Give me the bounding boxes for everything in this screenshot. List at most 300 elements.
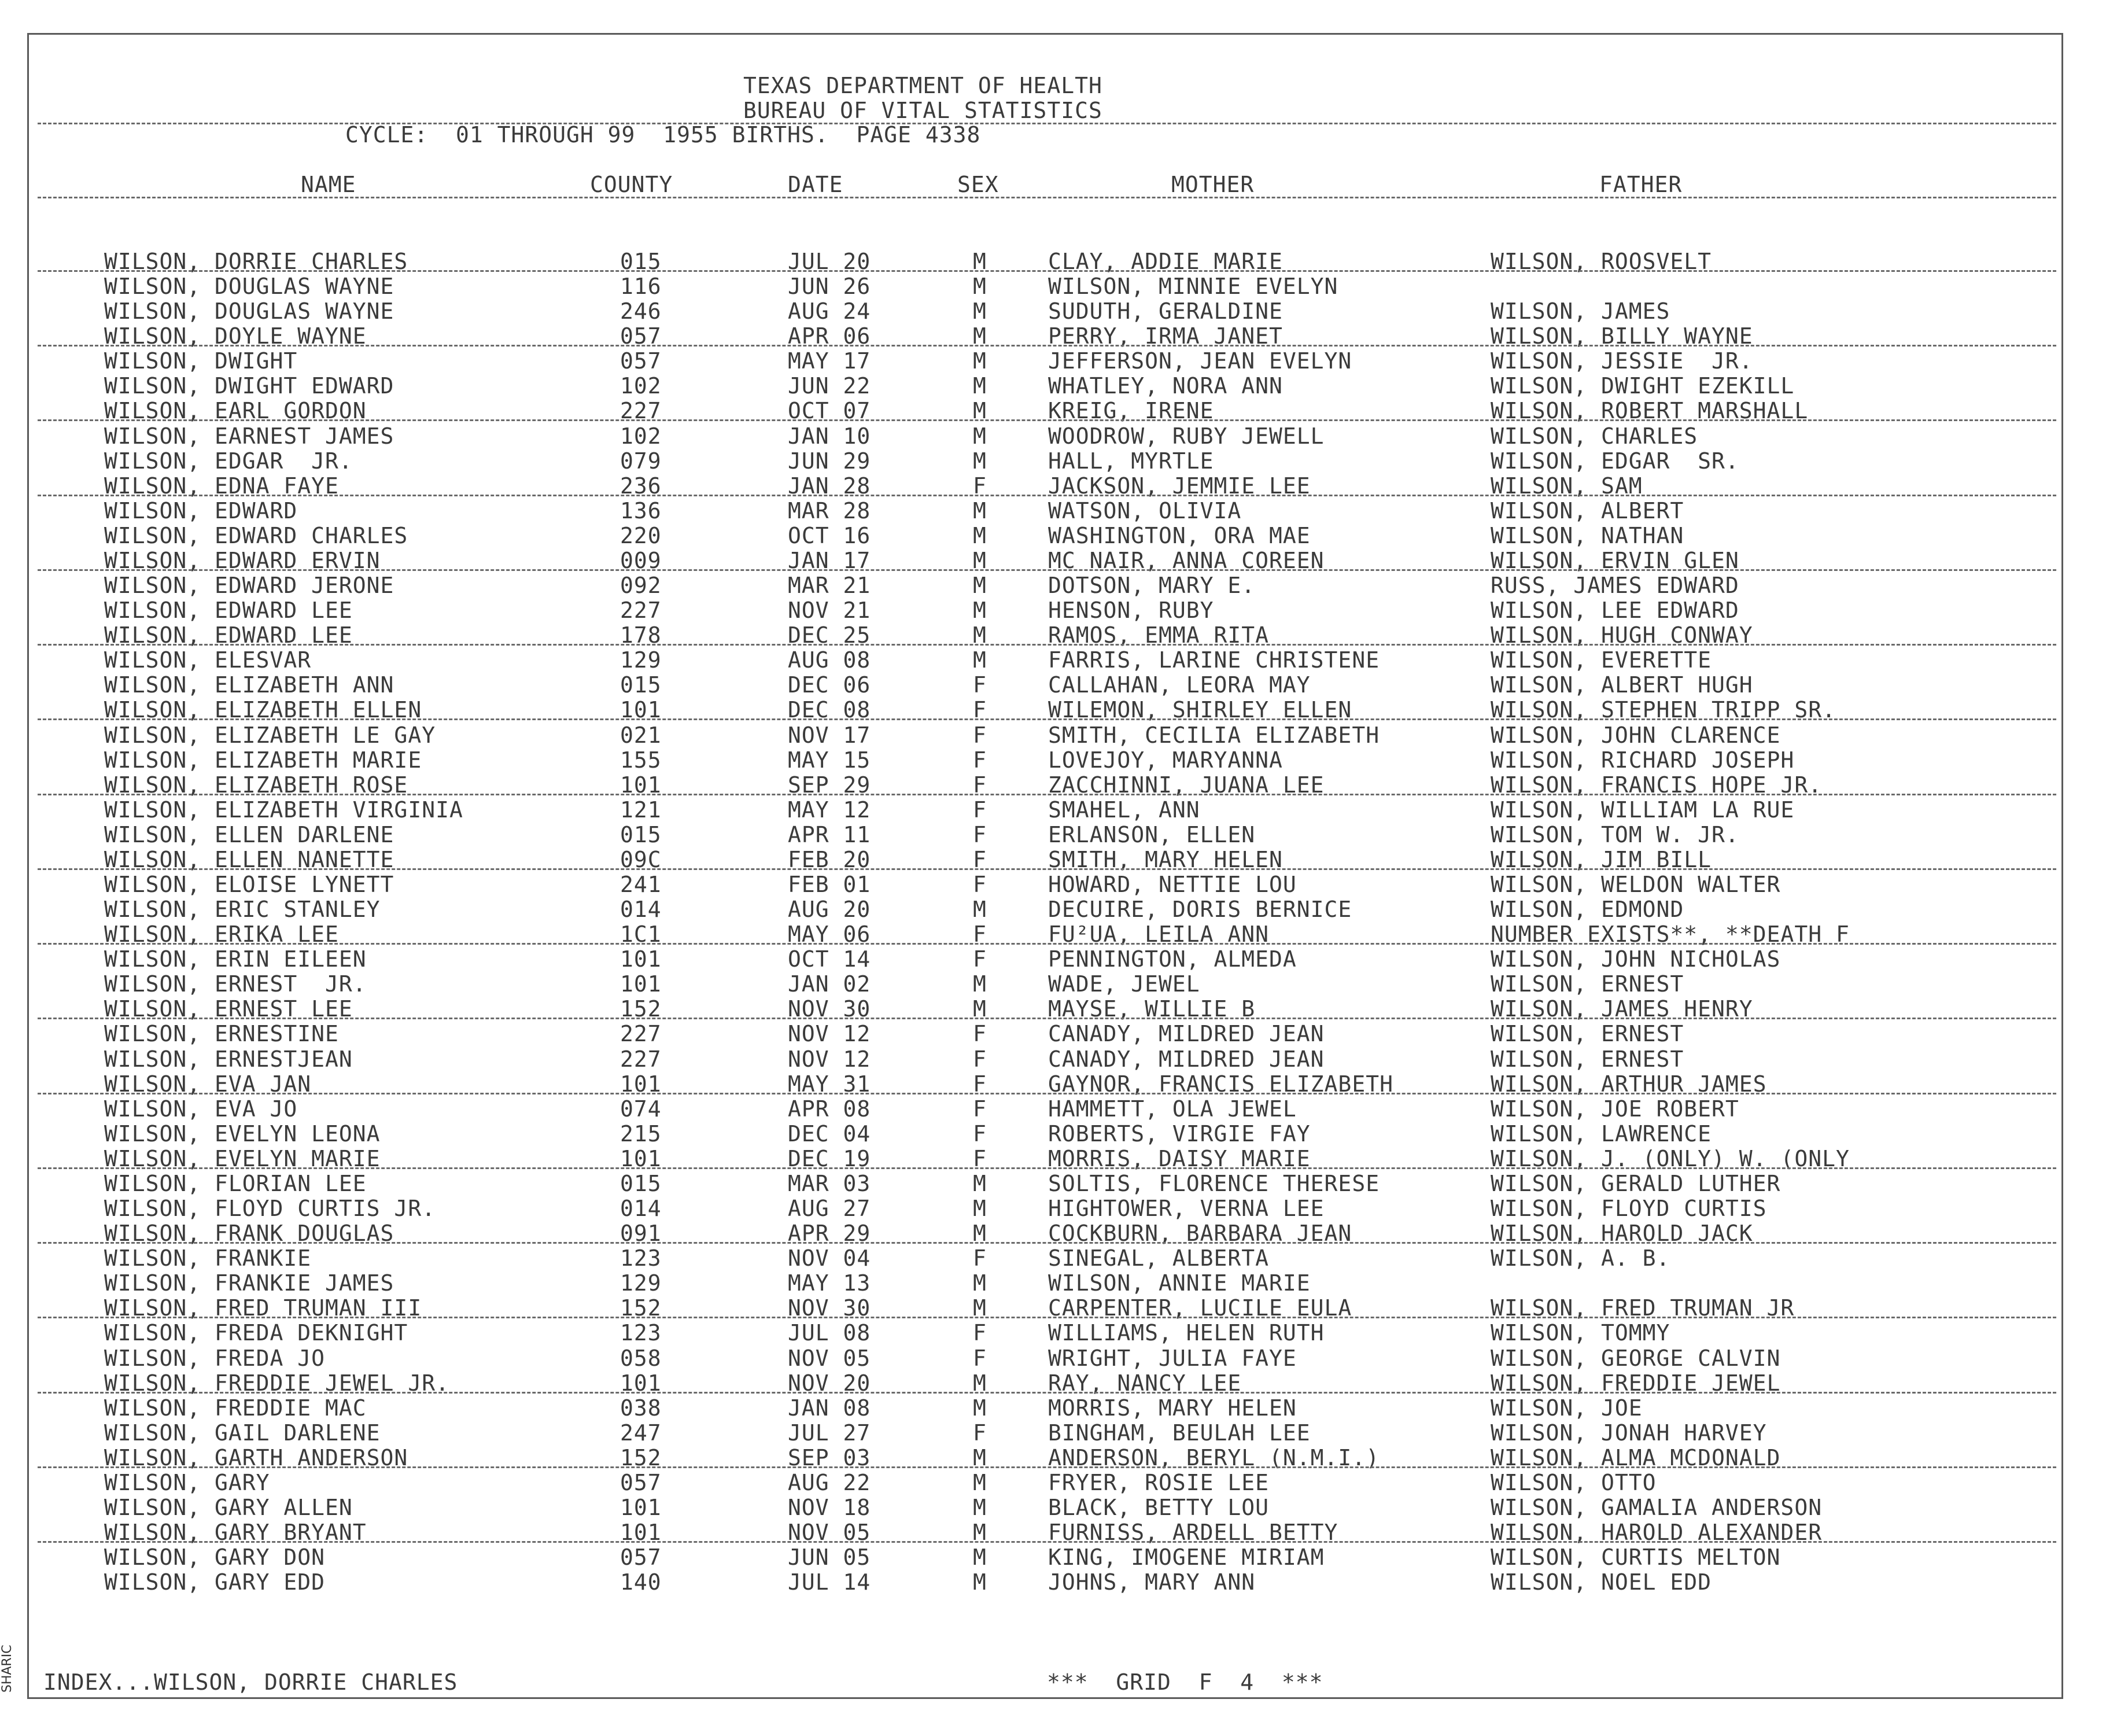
record-sex: M [973,1221,987,1246]
row-group-rule [38,1167,2056,1169]
record-name: WILSON, EDWARD LEE [104,598,353,623]
record-sex: F [973,797,987,823]
record-mother: JACKSON, JEMMIE LEE [1048,473,1311,499]
record-mother: ROBERTS, VIRGIE FAY [1048,1121,1311,1147]
record-sex: M [973,548,987,573]
record-name: WILSON, EVA JAN [104,1071,312,1097]
record-mother: SINEGAL, ALBERTA [1048,1245,1270,1271]
row-group-rule [38,1242,2056,1244]
record-sex: F [973,723,987,748]
record-sex: M [973,298,987,324]
record-county: 101 [620,697,662,723]
record-father: WILSON, ARTHUR JAMES [1491,1071,1767,1097]
record-mother: MORRIS, DAISY MARIE [1048,1146,1311,1171]
record-mother: LOVEJOY, MARYANNA [1048,747,1283,773]
record-date: NOV 21 [788,598,871,623]
record-name: WILSON, EARL GORDON [104,398,367,423]
record-sex: F [973,946,987,972]
record-father: WILSON, FREDDIE JEWEL [1491,1370,1781,1396]
record-father: WILSON, TOM W. JR. [1491,822,1739,847]
record-name: WILSON, EDWARD ERVIN [104,548,381,573]
record-sex: M [973,1569,987,1595]
record-sex: M [973,249,987,274]
row-group-rule [38,270,2056,272]
record-county: 227 [620,1046,662,1072]
record-sex: M [973,274,987,299]
record-sex: M [973,996,987,1022]
record-sex: F [973,672,987,698]
record-sex: M [973,1295,987,1321]
record-father: WILSON, EVERETTE [1491,647,1712,673]
record-county: 058 [620,1346,662,1371]
record-county: 123 [620,1320,662,1346]
record-mother: CANADY, MILDRED JEAN [1048,1021,1325,1046]
record-name: WILSON, ELIZABETH MARIE [104,747,422,773]
record-date: NOV 30 [788,1295,871,1321]
record-father: WILSON, J. (ONLY) W. (ONLY [1491,1146,1850,1171]
record-county: 057 [620,348,662,374]
record-name: WILSON, ERNESTJEAN [104,1046,353,1072]
row-group-rule [38,1093,2056,1094]
record-county: 129 [620,647,662,673]
record-county: 236 [620,473,662,499]
record-father: WILSON, ERNEST [1491,1021,1684,1046]
record-name: WILSON, EDWARD LEE [104,622,353,648]
record-mother: WILSON, ANNIE MARIE [1048,1270,1311,1296]
row-group-rule [38,1018,2056,1019]
record-sex: M [973,523,987,548]
record-county: 101 [620,1370,662,1396]
record-father: WILSON, HAROLD JACK [1491,1221,1753,1246]
record-father: WILSON, JAMES HENRY [1491,996,1753,1022]
record-sex: F [973,1071,987,1097]
record-date: NOV 12 [788,1021,871,1046]
record-name: WILSON, EDNA FAYE [104,473,339,499]
row-group-rule [38,419,2056,421]
record-county: 247 [620,1420,662,1446]
row-group-rule [38,569,2056,571]
record-sex: M [973,1445,987,1470]
record-mother: SOLTIS, FLORENCE THERESE [1048,1171,1380,1196]
record-date: MAY 31 [788,1071,871,1097]
record-name: WILSON, ELIZABETH ROSE [104,772,408,798]
record-county: 227 [620,598,662,623]
row-group-rule [38,345,2056,347]
record-sex: F [973,697,987,723]
record-father: WILSON, JAMES [1491,298,1670,324]
record-sex: M [973,1270,987,1296]
record-sex: M [973,1545,987,1570]
record-date: NOV 12 [788,1046,871,1072]
record-date: MAY 06 [788,922,871,947]
row-group-rule [38,495,2056,496]
record-sex: M [973,1495,987,1520]
side-label: SHARIC [0,1645,14,1693]
record-name: WILSON, EVELYN MARIE [104,1146,381,1171]
record-date: JAN 28 [788,473,871,499]
record-name: WILSON, GARY [104,1470,270,1495]
record-date: DEC 04 [788,1121,871,1147]
record-father: WILSON, NATHAN [1491,523,1684,548]
record-mother: KREIG, IRENE [1048,398,1214,423]
record-father: WILSON, RICHARD JOSEPH [1491,747,1795,773]
record-county: 155 [620,747,662,773]
record-date: JAN 17 [788,548,871,573]
record-county: 116 [620,274,662,299]
record-name: WILSON, ERIC STANLEY [104,897,381,922]
record-mother: HAMMETT, OLA JEWEL [1048,1096,1297,1122]
record-father: WILSON, HUGH CONWAY [1491,622,1753,648]
record-sex: F [973,922,987,947]
record-date: OCT 07 [788,398,871,423]
record-father: WILSON, CURTIS MELTON [1491,1545,1781,1570]
record-sex: M [973,622,987,648]
record-sex: F [973,1320,987,1346]
record-county: 038 [620,1395,662,1421]
record-mother: CANADY, MILDRED JEAN [1048,1046,1325,1072]
record-date: MAR 21 [788,573,871,598]
record-sex: M [973,1370,987,1396]
record-county: 102 [620,373,662,399]
record-county: 246 [620,298,662,324]
row-group-rule [38,943,2056,945]
record-mother: ERLANSON, ELLEN [1048,822,1256,847]
record-name: WILSON, FRANKIE JAMES [104,1270,394,1296]
record-father: WILSON, STEPHEN TRIPP SR. [1491,697,1836,723]
record-date: JUL 20 [788,249,871,274]
record-name: WILSON, FLOYD CURTIS JR. [104,1196,436,1221]
record-name: WILSON, DWIGHT [104,348,298,374]
record-date: DEC 06 [788,672,871,698]
record-father: WILSON, LEE EDWARD [1491,598,1739,623]
record-county: 009 [620,548,662,573]
record-mother: SMAHEL, ANN [1048,797,1200,823]
row-group-rule [38,868,2056,870]
record-mother: FU²UA, LEILA ANN [1048,922,1270,947]
record-county: 015 [620,822,662,847]
record-father: WILSON, GERALD LUTHER [1491,1171,1781,1196]
record-father: WILSON, ALBERT HUGH [1491,672,1753,698]
record-mother: WRIGHT, JULIA FAYE [1048,1346,1297,1371]
record-name: WILSON, FLORIAN LEE [104,1171,367,1196]
record-sex: M [973,498,987,524]
record-father: WILSON, DWIGHT EZEKILL [1491,373,1795,399]
record-date: MAY 15 [788,747,871,773]
record-county: 101 [620,1520,662,1545]
record-mother: CLAY, ADDIE MARIE [1048,249,1283,274]
record-father: WILSON, FLOYD CURTIS [1491,1196,1767,1221]
header-rule [38,123,2056,124]
record-mother: WHATLEY, NORA ANN [1048,373,1283,399]
record-sex: F [973,1245,987,1271]
record-name: WILSON, FREDA DEKNIGHT [104,1320,408,1346]
record-mother: CALLAHAN, LEORA MAY [1048,672,1311,698]
record-mother: JEFFERSON, JEAN EVELYN [1048,348,1352,374]
record-county: 178 [620,622,662,648]
record-date: JUN 05 [788,1545,871,1570]
record-name: WILSON, GARY ALLEN [104,1495,353,1520]
record-father: WILSON, JOHN CLARENCE [1491,723,1781,748]
record-mother: MC NAIR, ANNA COREEN [1048,548,1325,573]
record-date: JUN 29 [788,448,871,474]
record-date: OCT 16 [788,523,871,548]
record-county: 227 [620,1021,662,1046]
record-father: WILSON, BILLY WAYNE [1491,323,1753,349]
record-mother: JOHNS, MARY ANN [1048,1569,1256,1595]
record-county: 09C [620,847,662,872]
record-mother: MAYSE, WILLIE B [1048,996,1256,1022]
record-county: 057 [620,1470,662,1495]
record-date: DEC 08 [788,697,871,723]
record-name: WILSON, ERIKA LEE [104,922,339,947]
record-father: WILSON, GEORGE CALVIN [1491,1346,1781,1371]
record-name: WILSON, GARY EDD [104,1569,326,1595]
row-group-rule [38,644,2056,646]
record-county: 129 [620,1270,662,1296]
record-date: MAR 28 [788,498,871,524]
record-father: WILSON, ERVIN GLEN [1491,548,1739,573]
record-name: WILSON, ELIZABETH LE GAY [104,723,436,748]
record-father: WILSON, ERNEST [1491,971,1684,997]
record-county: 241 [620,872,662,897]
record-date: JUL 27 [788,1420,871,1446]
record-sex: M [973,373,987,399]
record-county: 215 [620,1121,662,1147]
record-county: 079 [620,448,662,474]
record-mother: SMITH, CECILIA ELIZABETH [1048,723,1380,748]
record-county: 101 [620,1495,662,1520]
record-county: 014 [620,897,662,922]
record-mother: SMITH, MARY HELEN [1048,847,1283,872]
footer-index: INDEX...WILSON, DORRIE CHARLES [43,1669,458,1695]
record-date: JUN 26 [788,274,871,299]
record-name: WILSON, DOYLE WAYNE [104,323,367,349]
record-father: WILSON, CHARLES [1491,423,1698,449]
record-father: WILSON, FRANCIS HOPE JR. [1491,772,1823,798]
record-sex: F [973,1096,987,1122]
record-name: WILSON, ELIZABETH ELLEN [104,697,422,723]
record-county: 101 [620,772,662,798]
record-name: WILSON, EDWARD [104,498,298,524]
record-name: WILSON, ELOISE LYNETT [104,872,394,897]
row-group-rule [38,1392,2056,1394]
record-sex: F [973,1420,987,1446]
record-sex: F [973,747,987,773]
record-county: 014 [620,1196,662,1221]
record-name: WILSON, ERNEST LEE [104,996,353,1022]
record-father: WILSON, GAMALIA ANDERSON [1491,1495,1823,1520]
record-mother: DECUIRE, DORIS BERNICE [1048,897,1352,922]
record-name: WILSON, GARY DON [104,1545,326,1570]
record-name: WILSON, FRANK DOUGLAS [104,1221,394,1246]
record-date: FEB 20 [788,847,871,872]
record-date: JAN 02 [788,971,871,997]
record-mother: HALL, MYRTLE [1048,448,1214,474]
column-header-name: NAME [301,172,356,197]
record-date: NOV 05 [788,1520,871,1545]
record-sex: M [973,1470,987,1495]
record-name: WILSON, FREDA JO [104,1346,326,1371]
record-date: APR 06 [788,323,871,349]
record-sex: F [973,772,987,798]
record-sex: F [973,822,987,847]
record-sex: M [973,897,987,922]
record-mother: MORRIS, MARY HELEN [1048,1395,1297,1421]
record-mother: ZACCHINNI, JUANA LEE [1048,772,1325,798]
record-sex: F [973,872,987,897]
record-name: WILSON, ELESVAR [104,647,312,673]
column-header-mother: MOTHER [1171,172,1255,197]
record-father: WILSON, ERNEST [1491,1046,1684,1072]
record-mother: FARRIS, LARINE CHRISTENE [1048,647,1380,673]
record-mother: WASHINGTON, ORA MAE [1048,523,1311,548]
record-county: 057 [620,323,662,349]
record-county: 152 [620,1445,662,1470]
record-father: WILSON, OTTO [1491,1470,1657,1495]
record-county: 1C1 [620,922,662,947]
record-mother: HOWARD, NETTIE LOU [1048,872,1297,897]
record-mother: DOTSON, MARY E. [1048,573,1256,598]
record-name: WILSON, ELLEN NANETTE [104,847,394,872]
record-date: NOV 05 [788,1346,871,1371]
record-county: 101 [620,946,662,972]
record-father: WILSON, ALMA MCDONALD [1491,1445,1781,1470]
record-date: JAN 08 [788,1395,871,1421]
record-sex: F [973,847,987,872]
row-group-rule [38,718,2056,720]
record-father: WILSON, ROBERT MARSHALL [1491,398,1809,423]
record-name: WILSON, EARNEST JAMES [104,423,394,449]
record-date: JUL 08 [788,1320,871,1346]
record-county: 220 [620,523,662,548]
record-date: NOV 17 [788,723,871,748]
record-sex: M [973,398,987,423]
record-date: SEP 29 [788,772,871,798]
record-date: AUG 27 [788,1196,871,1221]
record-mother: WOODROW, RUBY JEWELL [1048,423,1325,449]
record-date: FEB 01 [788,872,871,897]
record-mother: WATSON, OLIVIA [1048,498,1242,524]
record-father: WILSON, WELDON WALTER [1491,872,1781,897]
record-mother: PENNINGTON, ALMEDA [1048,946,1297,972]
record-father: WILSON, JOE ROBERT [1491,1096,1739,1122]
record-sex: F [973,1346,987,1371]
record-date: AUG 20 [788,897,871,922]
record-date: MAR 03 [788,1171,871,1196]
record-name: WILSON, ERNESTINE [104,1021,339,1046]
record-date: MAY 12 [788,797,871,823]
record-father: WILSON, ALBERT [1491,498,1684,524]
record-sex: F [973,1121,987,1147]
record-date: OCT 14 [788,946,871,972]
record-county: 015 [620,1171,662,1196]
record-county: 091 [620,1221,662,1246]
record-sex: M [973,423,987,449]
record-mother: BLACK, BETTY LOU [1048,1495,1270,1520]
record-mother: WADE, JEWEL [1048,971,1200,997]
record-mother: WILLIAMS, HELEN RUTH [1048,1320,1325,1346]
record-date: SEP 03 [788,1445,871,1470]
record-date: APR 29 [788,1221,871,1246]
record-sex: M [973,647,987,673]
record-name: WILSON, ELIZABETH ANN [104,672,394,698]
record-date: APR 11 [788,822,871,847]
record-sex: M [973,1196,987,1221]
record-sex: M [973,598,987,623]
record-county: 227 [620,398,662,423]
record-mother: HENSON, RUBY [1048,598,1214,623]
record-father: WILSON, JESSIE JR. [1491,348,1753,374]
record-father: WILSON, JOHN NICHOLAS [1491,946,1781,972]
record-name: WILSON, DORRIE CHARLES [104,249,408,274]
record-mother: RAY, NANCY LEE [1048,1370,1242,1396]
record-date: NOV 04 [788,1245,871,1271]
record-mother: CARPENTER, LUCILE EULA [1048,1295,1352,1321]
record-date: JUN 22 [788,373,871,399]
record-father: WILSON, LAWRENCE [1491,1121,1712,1147]
record-county: 101 [620,1071,662,1097]
record-father: WILSON, EDGAR SR. [1491,448,1739,474]
column-header-rule [38,197,2056,198]
record-name: WILSON, EDWARD JERONE [104,573,394,598]
record-name: WILSON, FRANKIE [104,1245,312,1271]
record-name: WILSON, EVELYN LEONA [104,1121,381,1147]
record-father: WILSON, TOMMY [1491,1320,1670,1346]
header-subtitle: BUREAU OF VITAL STATISTICS [743,98,1102,123]
record-date: MAY 17 [788,348,871,374]
record-mother: FRYER, ROSIE LEE [1048,1470,1270,1495]
record-county: 057 [620,1545,662,1570]
record-name: WILSON, GAIL DARLENE [104,1420,381,1446]
record-county: 152 [620,1295,662,1321]
record-sex: M [973,573,987,598]
column-header-county: COUNTY [590,172,673,197]
record-name: WILSON, EVA JO [104,1096,298,1122]
record-father: WILSON, JONAH HARVEY [1491,1420,1767,1446]
record-county: 140 [620,1569,662,1595]
record-name: WILSON, GARY BRYANT [104,1520,367,1545]
record-date: NOV 20 [788,1370,871,1396]
record-mother: ANDERSON, BERYL (N.M.I.) [1048,1445,1380,1470]
record-father: WILSON, JOE [1491,1395,1643,1421]
record-mother: PERRY, IRMA JANET [1048,323,1283,349]
record-county: 092 [620,573,662,598]
record-name: WILSON, ELIZABETH VIRGINIA [104,797,463,823]
record-date: JUL 14 [788,1569,871,1595]
record-mother: SUDUTH, GERALDINE [1048,298,1283,324]
cycle-line: CYCLE: 01 THROUGH 99 1955 BIRTHS. PAGE 4338 [345,122,981,148]
record-mother: FURNISS, ARDELL BETTY [1048,1520,1338,1545]
record-sex: M [973,348,987,374]
header-title: TEXAS DEPARTMENT OF HEALTH [743,73,1102,98]
record-name: WILSON, FRED TRUMAN III [104,1295,422,1321]
record-name: WILSON, GARTH ANDERSON [104,1445,408,1470]
record-date: AUG 22 [788,1470,871,1495]
record-father: WILSON, FRED TRUMAN JR [1491,1295,1795,1321]
record-sex: M [973,448,987,474]
record-name: WILSON, ERNEST JR. [104,971,367,997]
record-county: 102 [620,423,662,449]
record-sex: M [973,1395,987,1421]
record-sex: M [973,1520,987,1545]
record-sex: M [973,323,987,349]
record-date: NOV 30 [788,996,871,1022]
record-county: 121 [620,797,662,823]
record-mother: GAYNOR, FRANCIS ELIZABETH [1048,1071,1393,1097]
record-sex: F [973,1146,987,1171]
record-county: 101 [620,971,662,997]
column-header-date: DATE [788,172,843,197]
